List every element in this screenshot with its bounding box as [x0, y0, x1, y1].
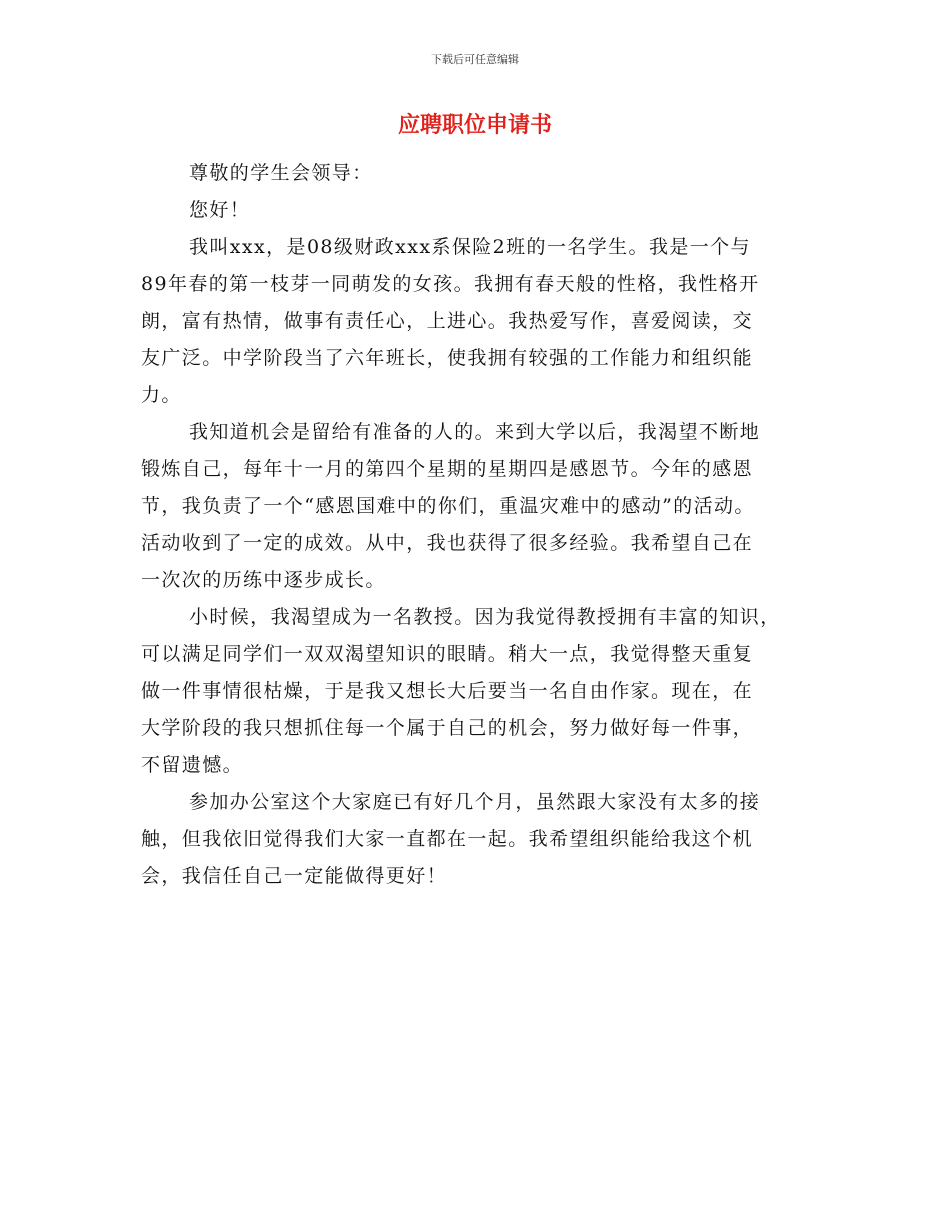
paragraph-line: 友广泛。中学阶段当了六年班长，使我拥有较强的工作能力和组织能	[141, 347, 754, 369]
paragraph-line: 触，但我依旧觉得我们大家一直都在一起。我希望组织能给我这个机	[141, 828, 754, 850]
paragraph-line: 大学阶段的我只想抓住每一个属于自己的机会，努力做好每一件事，	[141, 717, 754, 739]
salutation: 尊敬的学生会领导：	[189, 162, 373, 184]
paragraph-2	[141, 414, 809, 599]
paragraph-3	[141, 599, 809, 784]
paragraph-line: 我知道机会是留给有准备的人的。来到大学以后，我渴望不断地	[189, 421, 761, 443]
paragraph-line: 节，我负责了一个“感恩国难中的你们，重温灾难中的感动”的活动。	[141, 495, 755, 517]
paragraph-line: 不留遗憾。	[141, 754, 244, 776]
paragraph-line: 做一件事情很枯燥，于是我又想长大后要当一名自由作家。现在，在	[141, 680, 754, 702]
paragraph-line: 我叫xxx，是08级财政xxx系保险2班的一名学生。我是一个与	[189, 236, 751, 258]
paragraph-line: 朗，富有热情，做事有责任心，上进心。我热爱写作，喜爱阅读，交	[141, 310, 754, 332]
paragraph-line: 小时候，我渴望成为一名教授。因为我觉得教授拥有丰富的知识，	[189, 606, 781, 628]
paragraph-line: 力。	[141, 384, 182, 406]
paragraph-line: 89年春的第一枝芽一同萌发的女孩。我拥有春天般的性格，我性格开	[141, 273, 760, 295]
paragraph-line: 活动收到了一定的成效。从中，我也获得了很多经验。我希望自己在	[141, 532, 754, 554]
paragraph-line: 参加办公室这个大家庭已有好几个月，虽然跟大家没有太多的接	[189, 791, 761, 813]
paragraph-line: 一次次的历练中逐步成长。	[141, 569, 386, 591]
paragraph-line: 锻炼自己，每年十一月的第四个星期的星期四是感恩节。今年的感恩	[141, 458, 754, 480]
paragraph-line: 会，我信任自己一定能做得更好！	[141, 865, 448, 887]
paragraph-4	[141, 784, 809, 895]
greeting: 您好！	[189, 199, 251, 221]
document-body	[141, 155, 809, 895]
paragraph-line: 可以满足同学们一双双渴望知识的眼睛。稍大一点，我觉得整天重复	[141, 643, 754, 665]
page-header-note: 下载后可任意编辑	[431, 53, 519, 66]
document-title: 应聘职位申请书	[397, 113, 552, 138]
paragraph-1	[141, 229, 809, 414]
